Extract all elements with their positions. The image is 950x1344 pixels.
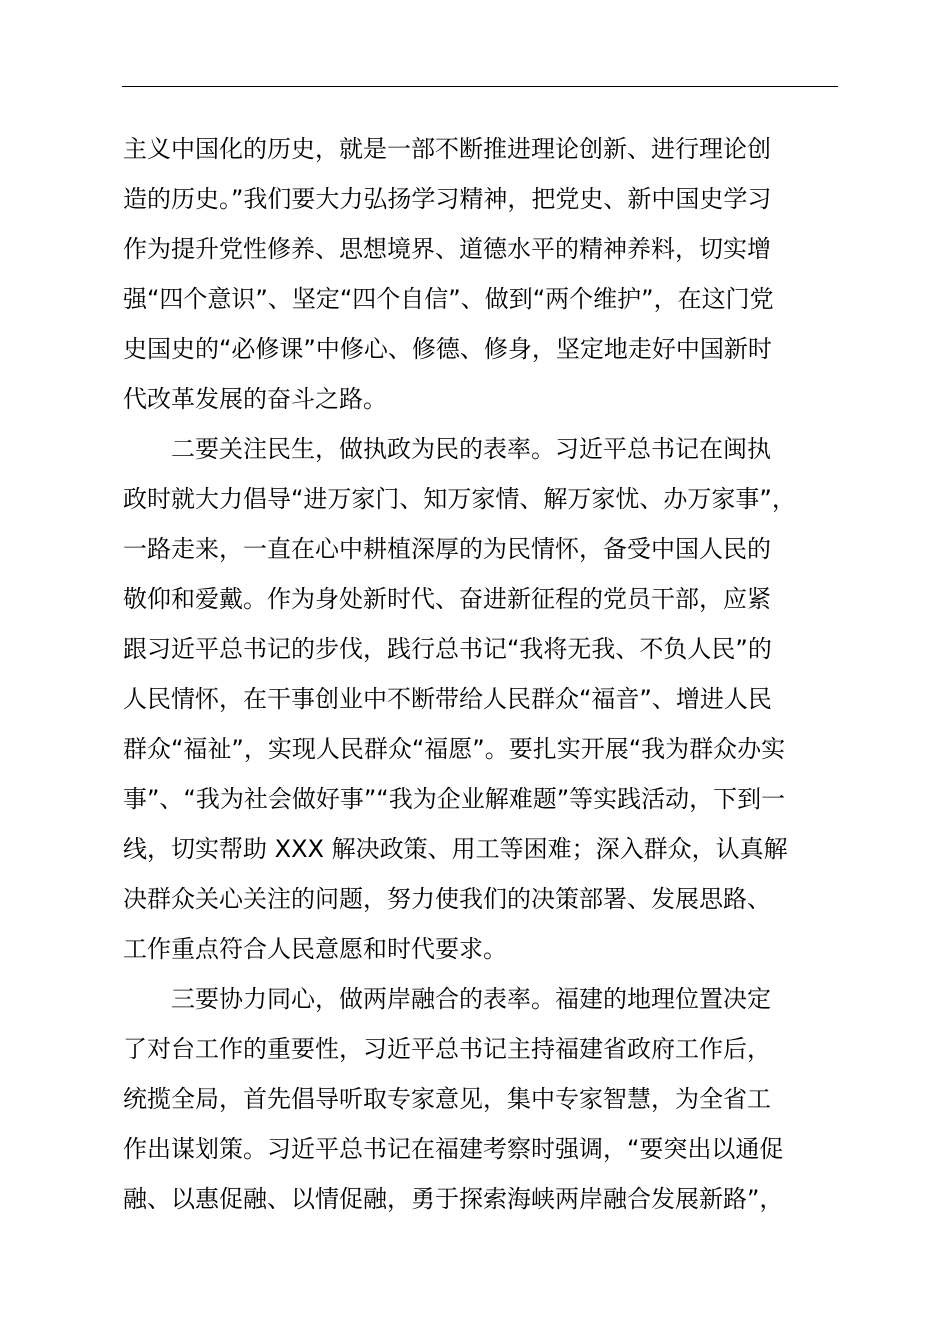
text-line-7: 二要关注民生，做执政为民的表率。习近平总书记在闽执 — [123, 435, 771, 463]
text-line-5: 史国史的“必修课”中修心、修德、修身，坚定地走好中国新时 — [123, 335, 772, 363]
text-line-14: 事”、“我为社会做好事”“我为企业解难题”等实践活动，下到一 — [123, 785, 786, 813]
text-line-2: 造的历史。”我们要大力弘扬学习精神，把党史、新中国史学习 — [123, 185, 772, 213]
text-line-12: 人民情怀，在干事创业中不断带给人民群众“福音”、增进人民 — [123, 685, 772, 713]
text-line-19: 了对台工作的重要性，习近平总书记主持福建省政府工作后， — [123, 1035, 771, 1063]
text-line-22: 融、以惠促融、以情促融，勇于探索海峡两岸融合发展新路”， — [123, 1185, 784, 1213]
text-line-11: 跟习近平总书记的步伐，践行总书记“我将无我、不负人民”的 — [123, 635, 772, 663]
text-line-20: 统揽全局，首先倡导听取专家意见，集中专家智慧，为全省工 — [123, 1085, 771, 1113]
text-line-4: 强“四个意识”、坚定“四个自信”、做到“两个维护”，在这门党 — [123, 285, 774, 313]
text-line-1: 主义中国化的历史，就是一部不断推进理论创新、进行理论创 — [123, 135, 771, 163]
body-text — [123, 124, 853, 1224]
text-line-10: 敬仰和爱戴。作为身处新时代、奋进新征程的党员干部，应紧 — [123, 585, 771, 613]
text-line-6: 代改革发展的奋斗之路。 — [123, 385, 387, 413]
text-line-21: 作出谋划策。习近平总书记在福建考察时强调，“要突出以通促 — [123, 1135, 784, 1163]
header-rule — [122, 86, 838, 87]
text-line-16: 决群众关心关注的问题，努力使我们的决策部署、发展思路、 — [123, 885, 771, 913]
text-line-9: 一路走来，一直在心中耕植深厚的为民情怀，备受中国人民的 — [123, 535, 771, 563]
text-line-8: 政时就大力倡导“进万家门、知万家情、解万家忧、办万家事”， — [123, 485, 796, 513]
text-line-13: 群众“福祉”，实现人民群众“福愿”。要扎实开展“我为群众办实 — [123, 735, 786, 763]
text-line-18: 三要协力同心，做两岸融合的表率。福建的地理位置决定 — [123, 985, 771, 1013]
text-line-3: 作为提升党性修养、思想境界、道德水平的精神养料，切实增 — [123, 235, 771, 263]
text-line-17: 工作重点符合人民意愿和时代要求。 — [123, 935, 507, 963]
text-line-15: 线，切实帮助 XXX 解决政策、用工等困难；深入群众，认真解 — [123, 835, 788, 863]
